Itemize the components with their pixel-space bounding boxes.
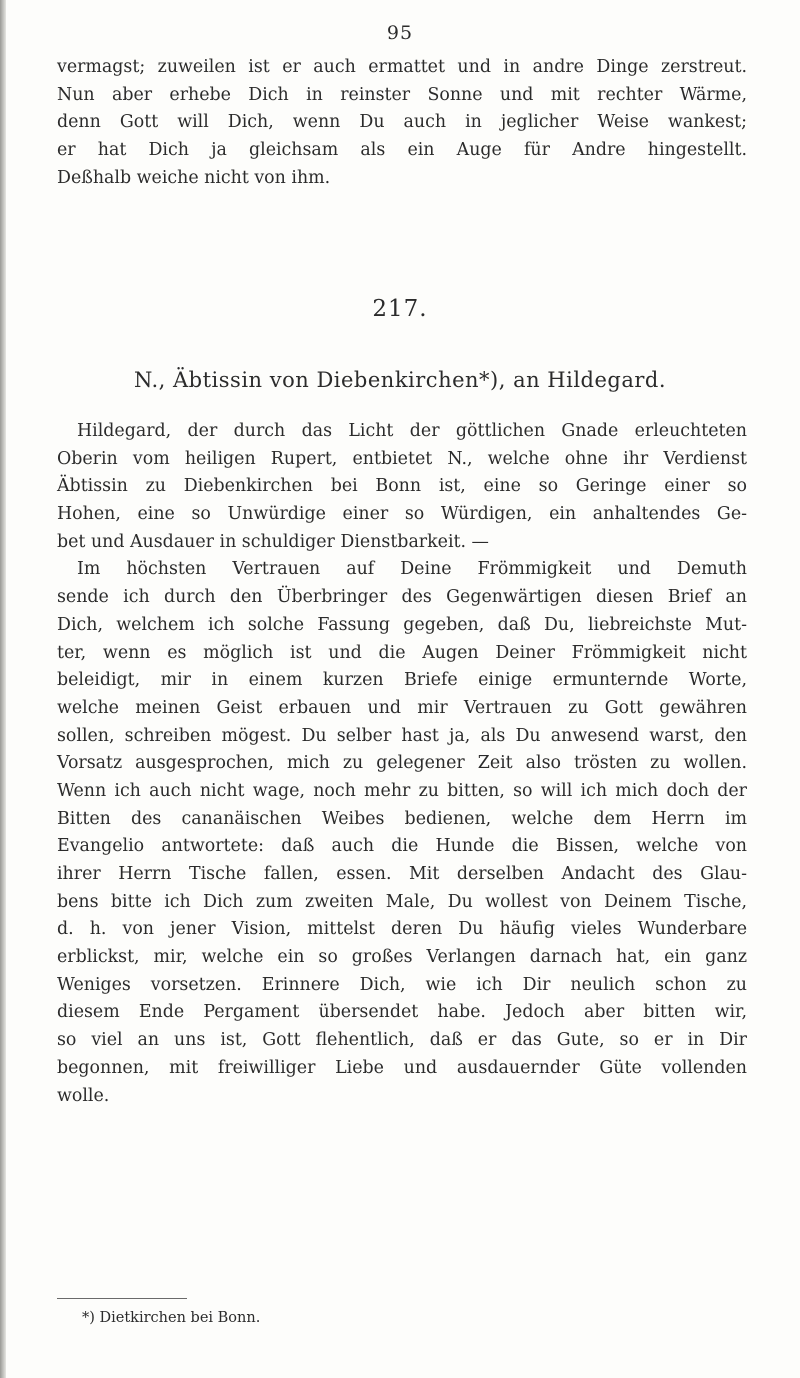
text-line: sollen, schreiben mögest. Du selber hast ja, als Du anwesend warst, den <box>57 725 747 746</box>
text-line: bet und Ausdauer in schuldiger Dienstbarkeit. — <box>57 531 489 552</box>
text-line: wolle. <box>57 1085 110 1106</box>
text-line: Wenn ich auch nicht wage, noch mehr zu bitten, so will ich mich doch der <box>57 780 747 801</box>
text-line: vermagst; zuweilen ist er auch ermattet und in andre Dinge zerstreut. <box>57 57 747 77</box>
text-line: Bitten des cananäischen Weibes bedienen, welche dem Herrn im <box>57 808 747 829</box>
text-line: erblickst, mir, welche ein so großes Verlangen darnach hat, ein ganz <box>57 947 747 968</box>
text-line: er hat Dich ja gleichsam als ein Auge für Andre hingestellt. <box>57 140 747 161</box>
text-line: ter, wenn es möglich ist und die Augen Deiner Frömmigkeit nicht <box>57 642 747 663</box>
text-line: welche meinen Geist erbauen und mir Vertrauen zu Gott gewähren <box>57 697 747 718</box>
page-binding-edge <box>0 0 6 1378</box>
text-line: beleidigt, mir in einem kurzen Briefe einige ermunternde Worte, <box>57 670 747 691</box>
footnote-divider <box>57 1298 187 1299</box>
letter-heading: N., Äbtissin von Diebenkirchen*), an Hildegard. <box>133 368 667 392</box>
text-line: Dich, welchem ich solche Fassung gegeben, daß Du, liebreichste Mut- <box>57 614 747 635</box>
text-line: diesem Ende Pergament übersendet habe. Jedoch aber bitten wir, <box>57 1002 747 1023</box>
text-line: Nun aber erhebe Dich in reinster Sonne und mit rechter Wärme, <box>57 84 747 105</box>
text-line: begonnen, mit freiwilliger Liebe und ausdauernder Güte vollenden <box>57 1057 747 1078</box>
text-line: Hohen, eine so Unwürdige einer so Würdigen, ein anhaltendes Ge- <box>57 504 747 525</box>
text-line: Evangelio antwortete: daß auch die Hunde die Bissen, welche von <box>57 836 747 857</box>
text-line: d. h. von jener Vision, mittelst deren Du häufig vieles Wunderbare <box>57 919 747 940</box>
footnote: *) Dietkirchen bei Bonn. <box>82 1310 261 1326</box>
text-line: ihrer Herrn Tische fallen, essen. Mit derselben Andacht des Glau- <box>57 864 747 884</box>
text-line: denn Gott will Dich, wenn Du auch in jeglicher Weise wankest; <box>57 112 747 133</box>
letter-number: 217. <box>372 296 428 322</box>
text-line: Im höchsten Vertrauen auf Deine Frömmigkeit und Demuth <box>77 559 747 580</box>
text-line: Äbtissin zu Diebenkirchen bei Bonn ist, eine so Geringe einer so <box>57 476 747 497</box>
continued-letter-text <box>57 54 747 192</box>
text-line: Oberin vom heiligen Rupert, entbietet N., welche ohne ihr Verdienst <box>57 448 747 469</box>
text-line: Weniges vorsetzen. Erinnere Dich, wie ich Dir neulich schon zu <box>57 974 747 995</box>
text-line: so viel an uns ist, Gott flehentlich, daß er das Gute, so er in Dir <box>57 1030 747 1051</box>
text-line: sende ich durch den Überbringer des Gegenwärtigen diesen Brief an <box>57 587 747 608</box>
page-number: 95 <box>386 22 414 44</box>
text-line: Deßhalb weiche nicht von ihm. <box>57 167 331 188</box>
text-line: bens bitte ich Dich zum zweiten Male, Du wollest von Deinem Tische, <box>57 891 747 912</box>
text-line: Hildegard, der durch das Licht der göttlichen Gnade erleuchteten <box>77 421 747 441</box>
letter-body-text <box>57 418 747 1110</box>
text-line: Vorsatz ausgesprochen, mich zu gelegener Zeit also trösten zu wollen. <box>57 753 747 774</box>
